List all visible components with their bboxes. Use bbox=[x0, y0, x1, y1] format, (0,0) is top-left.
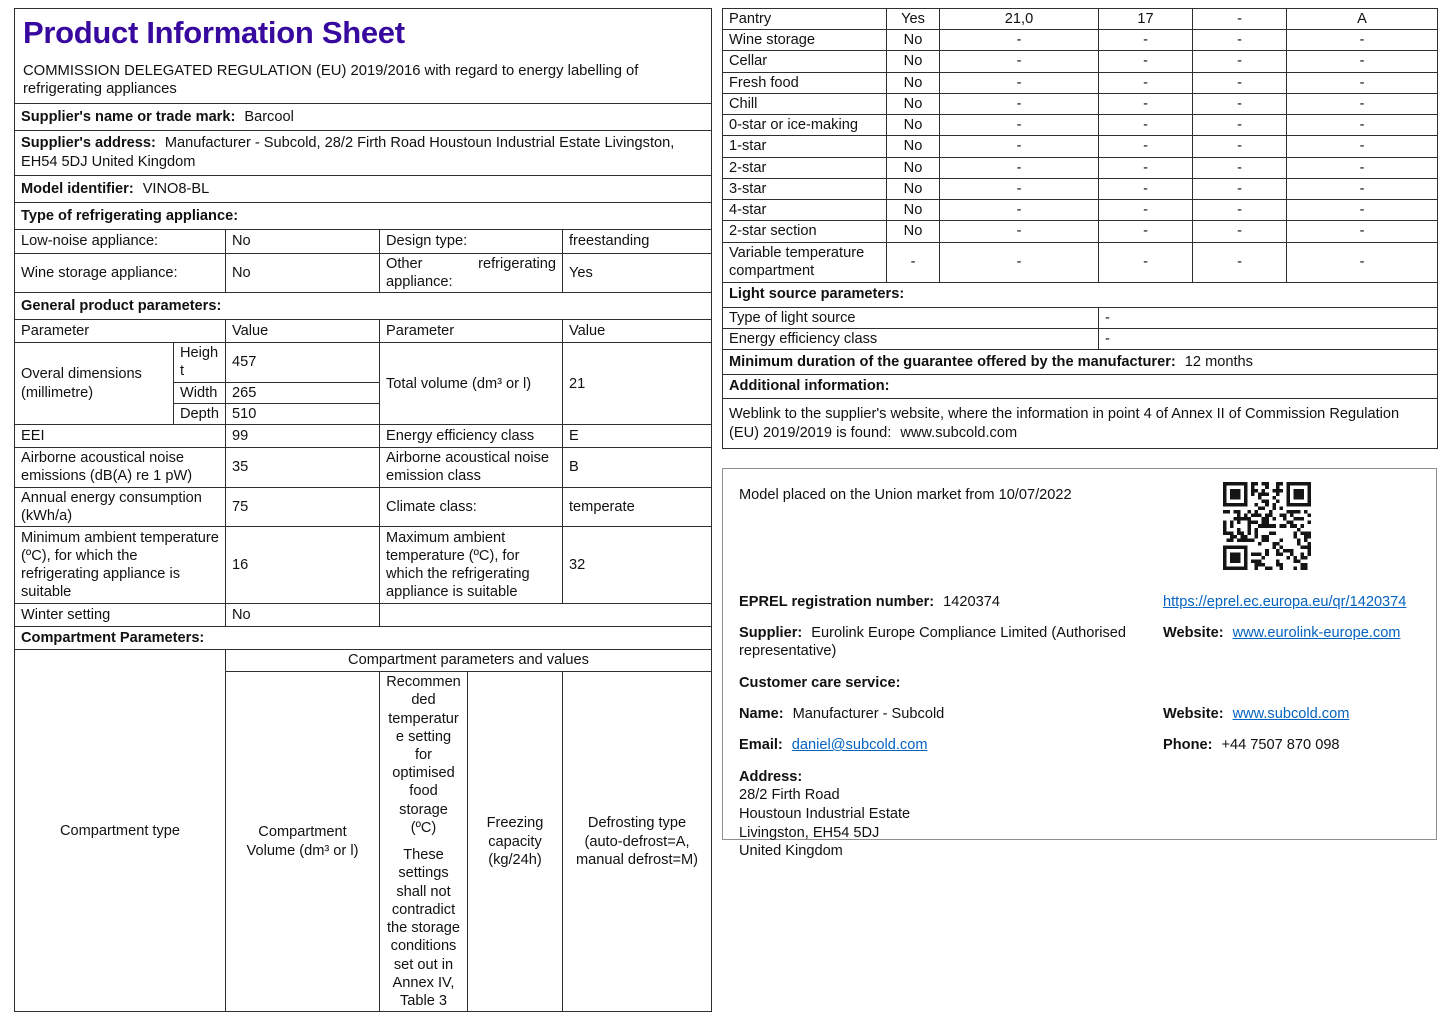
design-type-label: Design type: bbox=[380, 229, 563, 253]
type-section-heading: Type of refrigerating appliance: bbox=[15, 202, 712, 229]
compartment-freezing: - bbox=[1193, 115, 1287, 136]
address-label: Address: bbox=[739, 769, 803, 785]
compartment-freezing: - bbox=[1193, 136, 1287, 157]
compartment-row bbox=[723, 9, 1438, 30]
compartment-type: 4-star bbox=[723, 200, 887, 221]
supplier-address-value: Manufacturer - Subcold, 28/2 Firth Road Houstoun Industrial Estate Livingston, EH54 5DJ United Kingdom bbox=[21, 135, 675, 170]
compartment-available: No bbox=[887, 136, 940, 157]
dimension-depth-value: 510 bbox=[226, 403, 380, 424]
wine-storage-label: Wine storage appliance: bbox=[15, 253, 226, 292]
guarantee-value: 12 months bbox=[1184, 353, 1253, 370]
model-identifier-value: VINO8-BL bbox=[142, 180, 210, 197]
defrosting-type-header: Defrosting type (auto-defrost=A, manual defrost=M) bbox=[563, 672, 712, 1012]
column-header-parameter: Parameter bbox=[380, 320, 563, 343]
light-source-class-value: - bbox=[1099, 328, 1438, 349]
compartment-row bbox=[723, 221, 1438, 242]
compartment-temp: - bbox=[1099, 178, 1193, 199]
compartment-defrost: A bbox=[1287, 9, 1438, 30]
compartment-type: 1-star bbox=[723, 136, 887, 157]
product-sheet-panel bbox=[14, 8, 711, 1012]
product-info-table bbox=[14, 8, 712, 1012]
annual-energy-value: 75 bbox=[226, 487, 380, 526]
subcold-website-row bbox=[1163, 701, 1420, 732]
compartment-volume: - bbox=[940, 115, 1099, 136]
care-email-row bbox=[739, 732, 1163, 764]
compartment-freezing: - bbox=[1193, 72, 1287, 93]
title-block bbox=[15, 9, 712, 104]
eprel-row bbox=[739, 589, 1163, 620]
compartment-row bbox=[723, 72, 1438, 93]
compartment-temp: - bbox=[1099, 157, 1193, 178]
supplier-address-label: Supplier's address: bbox=[21, 135, 156, 152]
general-section-heading: General product parameters: bbox=[15, 293, 712, 320]
dimension-height-label: Height bbox=[174, 343, 226, 382]
compartment-volume: - bbox=[940, 157, 1099, 178]
eurolink-website-link[interactable]: www.eurolink-europe.com bbox=[1232, 625, 1401, 641]
compartment-freezing: - bbox=[1193, 157, 1287, 178]
climate-class-label: Climate class: bbox=[380, 487, 563, 526]
compartment-freezing: - bbox=[1193, 93, 1287, 114]
min-ambient-label: Minimum ambient temperature (ºC), for which the refrigerating appliance is suitable bbox=[15, 527, 226, 604]
compartment-row bbox=[723, 30, 1438, 51]
column-header-value: Value bbox=[226, 320, 380, 343]
compartment-available: No bbox=[887, 115, 940, 136]
compartment-available: No bbox=[887, 72, 940, 93]
noise-emissions-value: 35 bbox=[226, 448, 380, 487]
dimension-width-value: 265 bbox=[226, 382, 380, 403]
compartment-available: No bbox=[887, 157, 940, 178]
energy-class-label: Energy efficiency class bbox=[380, 425, 563, 448]
address-line: Livingston, EH54 5DJ bbox=[739, 824, 880, 841]
compartment-row bbox=[723, 178, 1438, 199]
compartment-temp-header-text: Recommended temperature setting for optimised food storage (ºC) bbox=[386, 674, 461, 836]
supplier-label: Supplier: bbox=[739, 625, 803, 641]
dimension-depth-label: Depth bbox=[174, 403, 226, 424]
light-source-class-label: Energy efficiency class bbox=[723, 328, 1099, 349]
compartment-type: Variable temperature compartment bbox=[723, 242, 887, 282]
compartment-defrost: - bbox=[1287, 51, 1438, 72]
dimension-width-label: Width bbox=[174, 382, 226, 403]
compartment-volume: - bbox=[940, 93, 1099, 114]
compartment-type: 3-star bbox=[723, 178, 887, 199]
empty-cell bbox=[380, 604, 712, 627]
address-line: United Kingdom bbox=[739, 843, 843, 860]
compartment-values-table bbox=[722, 8, 1438, 449]
winter-setting-label: Winter setting bbox=[15, 604, 226, 627]
compartment-available: No bbox=[887, 30, 940, 51]
low-noise-value: No bbox=[226, 229, 380, 253]
compartment-volume: - bbox=[940, 51, 1099, 72]
compartment-volume: - bbox=[940, 30, 1099, 51]
supplier-name-row bbox=[15, 103, 712, 130]
eprel-value: 1420374 bbox=[943, 594, 1000, 610]
light-source-type-value: - bbox=[1099, 307, 1438, 328]
total-volume-value: 21 bbox=[563, 343, 712, 425]
name-label: Name: bbox=[739, 706, 784, 722]
compartment-freezing: - bbox=[1193, 178, 1287, 199]
compartment-temp: - bbox=[1099, 30, 1193, 51]
compartment-defrost: - bbox=[1287, 72, 1438, 93]
compartment-available: Yes bbox=[887, 9, 940, 30]
compartment-available: No bbox=[887, 200, 940, 221]
max-ambient-value: 32 bbox=[563, 527, 712, 604]
compartment-temp: - bbox=[1099, 242, 1193, 282]
compartment-defrost: - bbox=[1287, 30, 1438, 51]
compartment-type: Pantry bbox=[723, 9, 887, 30]
compartment-freezing: - bbox=[1193, 200, 1287, 221]
compartment-volume: 21,0 bbox=[940, 9, 1099, 30]
compartment-volume: - bbox=[940, 136, 1099, 157]
compartment-row bbox=[723, 157, 1438, 178]
compartment-type: 0-star or ice-making bbox=[723, 115, 887, 136]
compartment-available: No bbox=[887, 93, 940, 114]
address-line: 28/2 Firth Road bbox=[739, 787, 840, 804]
guarantee-label: Minimum duration of the guarantee offered by the manufacturer: bbox=[729, 353, 1176, 370]
care-phone-row bbox=[1163, 732, 1420, 764]
eei-label: EEI bbox=[15, 425, 226, 448]
compartment-row bbox=[723, 136, 1438, 157]
compartment-temp: - bbox=[1099, 136, 1193, 157]
email-label: Email: bbox=[739, 737, 783, 753]
compartment-type: 2-star section bbox=[723, 221, 887, 242]
compartment-volume: - bbox=[940, 221, 1099, 242]
compartment-temp: - bbox=[1099, 221, 1193, 242]
compartment-defrost: - bbox=[1287, 221, 1438, 242]
compartment-row bbox=[723, 93, 1438, 114]
address-block bbox=[739, 764, 1163, 861]
supplier-value: Eurolink Europe Compliance Limited (Authorised representative) bbox=[739, 625, 1126, 660]
column-header-value: Value bbox=[563, 320, 712, 343]
guarantee-row bbox=[723, 350, 1438, 375]
compartment-type-header: Compartment type bbox=[15, 650, 226, 1012]
model-identifier-label: Model identifier: bbox=[21, 180, 134, 197]
compartment-volume-header: Compartment Volume (dm³ or l) bbox=[226, 672, 380, 1012]
compartment-volume: - bbox=[940, 72, 1099, 93]
light-source-type-label: Type of light source bbox=[723, 307, 1099, 328]
weblink-label: Weblink to the supplier's website, where the information in point 4 of Annex II of Commission Regulation (EU) 2019/2019 is found: bbox=[729, 406, 1400, 441]
additional-info-heading: Additional information: bbox=[723, 375, 1438, 399]
compartment-temp-header-note: These settings shall not contradict the storage conditions set out in Annex IV, Table 3 bbox=[386, 847, 461, 1010]
compartment-defrost: - bbox=[1287, 93, 1438, 114]
other-appliance-value: Yes bbox=[563, 253, 712, 292]
compartment-type: 2-star bbox=[723, 157, 887, 178]
compartment-row bbox=[723, 242, 1438, 282]
qr-code bbox=[1223, 482, 1311, 570]
compartment-section-heading: Compartment Parameters: bbox=[15, 627, 712, 650]
care-name-row bbox=[739, 701, 1163, 732]
max-ambient-label: Maximum ambient temperature (ºC), for which the refrigerating appliance is suitable bbox=[380, 527, 563, 604]
compartment-defrost: - bbox=[1287, 157, 1438, 178]
website-label: Website: bbox=[1163, 625, 1224, 641]
compartment-defrost: - bbox=[1287, 115, 1438, 136]
compartment-defrost: - bbox=[1287, 200, 1438, 221]
winter-setting-value: No bbox=[226, 604, 380, 627]
supplier-address-row bbox=[15, 130, 712, 175]
compartment-row bbox=[723, 200, 1438, 221]
energy-class-value: E bbox=[563, 425, 712, 448]
market-info-box bbox=[722, 468, 1437, 860]
compartment-temp-header bbox=[380, 672, 468, 1012]
compartment-available: No bbox=[887, 178, 940, 199]
compartment-temp: - bbox=[1099, 93, 1193, 114]
placed-on-market-text: Model placed on the Union market from 10/07/2022 bbox=[739, 487, 1072, 503]
low-noise-label: Low-noise appliance: bbox=[15, 229, 226, 253]
compartment-freezing: - bbox=[1193, 30, 1287, 51]
compartment-type: Wine storage bbox=[723, 30, 887, 51]
compartment-type: Cellar bbox=[723, 51, 887, 72]
column-header-parameter: Parameter bbox=[15, 320, 226, 343]
freezing-capacity-header: Freezing capacity (kg/24h) bbox=[468, 672, 563, 1012]
compartment-type: Fresh food bbox=[723, 72, 887, 93]
compartment-temp: - bbox=[1099, 51, 1193, 72]
noise-class-value: B bbox=[563, 448, 712, 487]
compartment-freezing: - bbox=[1193, 242, 1287, 282]
eprel-label: EPREL registration number: bbox=[739, 594, 935, 610]
compartment-available: No bbox=[887, 51, 940, 72]
model-identifier-row bbox=[15, 175, 712, 202]
climate-class-value: temperate bbox=[563, 487, 712, 526]
design-type-value: freestanding bbox=[563, 229, 712, 253]
subcold-website-link[interactable]: www.subcold.com bbox=[1232, 706, 1350, 722]
wine-storage-value: No bbox=[226, 253, 380, 292]
compartment-temp: - bbox=[1099, 72, 1193, 93]
supplier-row bbox=[739, 620, 1163, 670]
page-title: Product Information Sheet bbox=[23, 15, 405, 50]
compartment-defrost: - bbox=[1287, 242, 1438, 282]
compartment-temp: - bbox=[1099, 115, 1193, 136]
compartment-freezing: - bbox=[1193, 9, 1287, 30]
supplier-name-label: Supplier's name or trade mark: bbox=[21, 108, 236, 125]
compartment-freezing: - bbox=[1193, 221, 1287, 242]
compartment-defrost: - bbox=[1287, 136, 1438, 157]
eei-value: 99 bbox=[226, 425, 380, 448]
compartment-group-header: Compartment parameters and values bbox=[226, 650, 712, 672]
compartment-volume: - bbox=[940, 178, 1099, 199]
customer-care-heading: Customer care service: bbox=[739, 675, 901, 691]
compartment-available: - bbox=[887, 242, 940, 282]
page-subtitle: COMMISSION DELEGATED REGULATION (EU) 2019/2016 with regard to energy labelling of refrigerating appliances bbox=[23, 62, 639, 98]
compartment-volume: - bbox=[940, 242, 1099, 282]
min-ambient-value: 16 bbox=[226, 527, 380, 604]
noise-emissions-label: Airborne acoustical noise emissions (dB(A) re 1 pW) bbox=[15, 448, 226, 487]
compartment-row bbox=[723, 115, 1438, 136]
compartment-temp: - bbox=[1099, 200, 1193, 221]
noise-class-label: Airborne acoustical noise emission class bbox=[380, 448, 563, 487]
compartment-temp: 17 bbox=[1099, 9, 1193, 30]
phone-label: Phone: bbox=[1163, 737, 1213, 753]
total-volume-label: Total volume (dm³ or l) bbox=[380, 343, 563, 425]
compartment-defrost: - bbox=[1287, 178, 1438, 199]
dimensions-label: Overal dimensions (millimetre) bbox=[15, 343, 174, 425]
phone-value: +44 7507 870 098 bbox=[1221, 737, 1340, 753]
compartment-row bbox=[723, 51, 1438, 72]
supplier-name-value: Barcool bbox=[244, 108, 294, 125]
compartment-available: No bbox=[887, 221, 940, 242]
dimension-height-value: 457 bbox=[226, 343, 380, 382]
website-label: Website: bbox=[1163, 706, 1224, 722]
eprel-qr-link[interactable]: https://eprel.ec.europa.eu/qr/1420374 bbox=[1163, 594, 1407, 610]
other-appliance-label: Other refrigerating appliance: bbox=[380, 253, 563, 292]
email-link[interactable]: daniel@subcold.com bbox=[791, 737, 928, 753]
weblink-value: www.subcold.com bbox=[900, 424, 1018, 441]
light-source-heading: Light source parameters: bbox=[723, 282, 1438, 307]
weblink-row bbox=[723, 399, 1438, 449]
compartment-freezing: - bbox=[1193, 51, 1287, 72]
compartment-values-panel bbox=[722, 8, 1438, 449]
compartment-type: Chill bbox=[723, 93, 887, 114]
name-value: Manufacturer - Subcold bbox=[792, 706, 945, 722]
address-line: Houstoun Industrial Estate bbox=[739, 805, 911, 822]
eurolink-website-row bbox=[1163, 620, 1420, 670]
compartment-volume: - bbox=[940, 200, 1099, 221]
annual-energy-label: Annual energy consumption (kWh/a) bbox=[15, 487, 226, 526]
